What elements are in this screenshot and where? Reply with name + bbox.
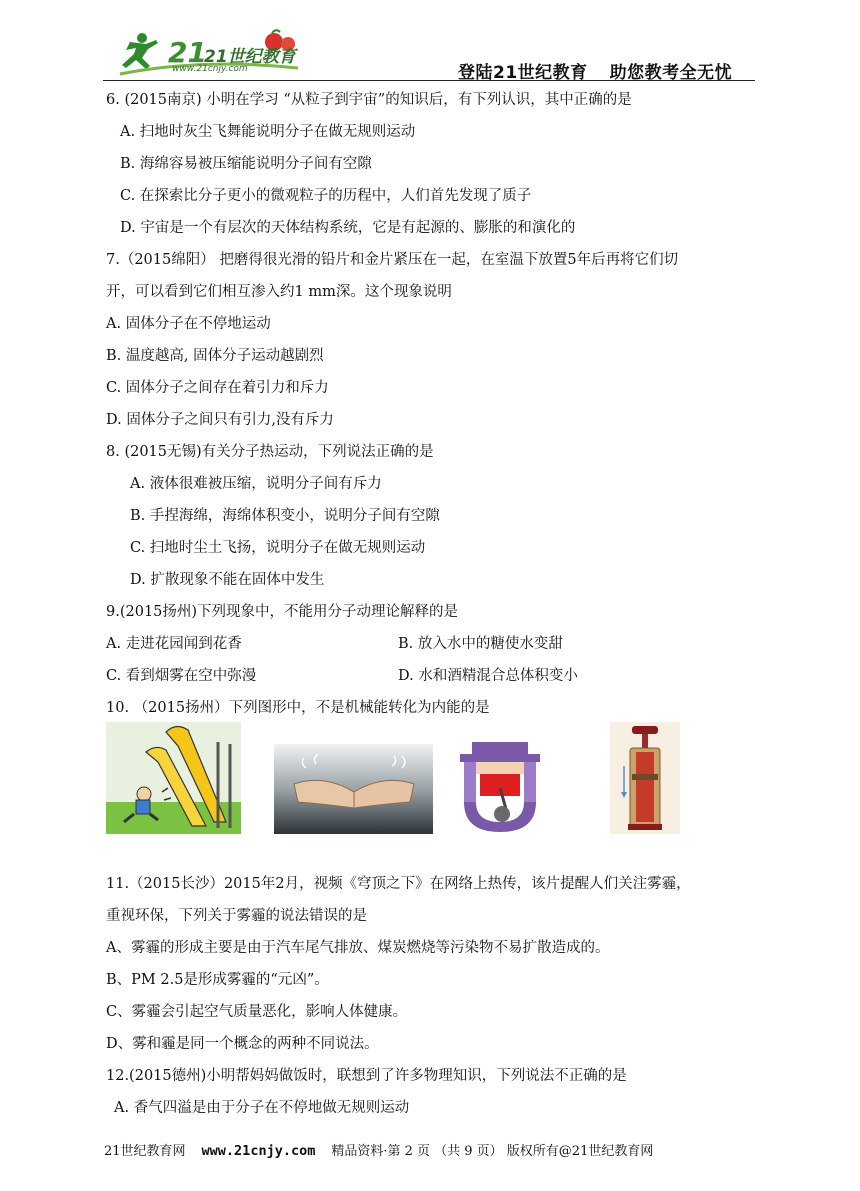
- slogan-part-1: 登陆21世纪教育: [458, 63, 588, 83]
- question-7-option-c: C. 固体分子之间存在着引力和斥力: [106, 380, 329, 396]
- air-pump-figure: [610, 722, 680, 834]
- question-6-option-d: D. 宇宙是一个有层次的天体结构系统，它是有起源的、膨胀的和演化的: [120, 220, 576, 236]
- question-11-option-c: C、雾霾会引起空气质量恶化，影响人体健康。: [106, 1004, 408, 1020]
- question-6-option-b: B. 海绵容易被压缩能说明分子间有空隙: [120, 156, 372, 172]
- question-9-option-b: B. 放入水中的糖使水变甜: [398, 636, 563, 652]
- question-6-option-c: C. 在探索比分子更小的微观粒子的历程中，人们首先发现了质子: [120, 188, 532, 204]
- footer-page-info: 精品资料·第 2 页 （共 9 页） 版权所有@21世纪教育网: [331, 1144, 654, 1159]
- question-9-option-d: D. 水和酒精混合总体积变小: [398, 668, 578, 684]
- footer-url[interactable]: www.21cnjy.com: [201, 1143, 316, 1159]
- question-12-stem: 12.(2015德州)小明帮妈妈做饭时，联想到了许多物理知识，下列说法不正确的是: [106, 1068, 627, 1084]
- question-9-option-c: C. 看到烟雾在空中弥漫: [106, 668, 257, 684]
- page-footer: [104, 1140, 653, 1159]
- question-11-stem: 11.（2015长沙）2015年2月，视频《穹顶之下》在网络上热传，该片提醒人们关注雾霾，: [106, 876, 691, 892]
- question-11-option-b: B、PM 2.5是形成雾霾的“元凶”。: [106, 972, 329, 988]
- question-8-option-c: C. 扫地时尘土飞扬，说明分子在做无规则运动: [130, 540, 426, 556]
- question-9-option-a: A. 走进花园闻到花香: [106, 636, 242, 652]
- question-8-stem: 8. (2015无锡)有关分子热运动，下列说法正确的是: [106, 444, 434, 460]
- question-8-option-a: A. 液体很难被压缩，说明分子间有斥力: [130, 476, 382, 492]
- engine-cylinder-figure: [450, 738, 550, 834]
- question-10-stem: 10. （2015扬州）下列图形中，不是机械能转化为内能的是: [106, 700, 490, 716]
- rubbing-hands-figure: [274, 744, 433, 834]
- logo-url: www.21cnjy.com: [172, 64, 248, 74]
- question-7-stem: 7.（2015绵阳） 把磨得很光滑的铅片和金片紧压在一起，在室温下放置5年后再将它们切: [106, 252, 679, 268]
- question-12-option-a: A. 香气四溢是由于分子在不停地做无规则运动: [114, 1100, 410, 1116]
- question-6-stem: 6. (2015南京) 小明在学习 “从粒子到宇宙”的知识后，有下列认识，其中正确的是: [106, 92, 632, 108]
- slide-figure: [106, 722, 241, 834]
- question-9-stem: 9.(2015扬州)下列现象中，不能用分子动理论解释的是: [106, 604, 459, 620]
- logo-text: 21世纪教育: [204, 47, 296, 67]
- question-11-option-a: A、雾霾的形成主要是由于汽车尾气排放、煤炭燃烧等污染物不易扩散造成的。: [106, 940, 610, 956]
- question-7-option-b: B. 温度越高, 固体分子运动越剧烈: [106, 348, 324, 364]
- question-8-option-d: D. 扩散现象不能在固体中发生: [130, 572, 325, 588]
- site-logo: [112, 28, 302, 80]
- question-11-stem-cont: 重视环保，下列关于雾霾的说法错误的是: [106, 908, 367, 924]
- question-7-stem-cont: 开，可以看到它们相互渗入约1 mm深。这个现象说明: [106, 284, 452, 300]
- question-6-option-a: A. 扫地时灰尘飞舞能说明分子在做无规则运动: [120, 124, 416, 140]
- question-11-option-d: D、雾和霾是同一个概念的两种不同说法。: [106, 1036, 379, 1052]
- header-divider: [103, 80, 755, 81]
- question-7-option-d: D. 固体分子之间只有引力,没有斥力: [106, 412, 334, 428]
- question-8-option-b: B. 手捏海绵，海绵体积变小，说明分子间有空隙: [130, 508, 440, 524]
- footer-site-name: 21世纪教育网: [104, 1144, 186, 1159]
- slogan-part-2: 助您教考全无忧: [609, 63, 733, 83]
- logo-number: 21: [168, 36, 207, 69]
- question-7-option-a: A. 固体分子在不停地运动: [106, 316, 271, 332]
